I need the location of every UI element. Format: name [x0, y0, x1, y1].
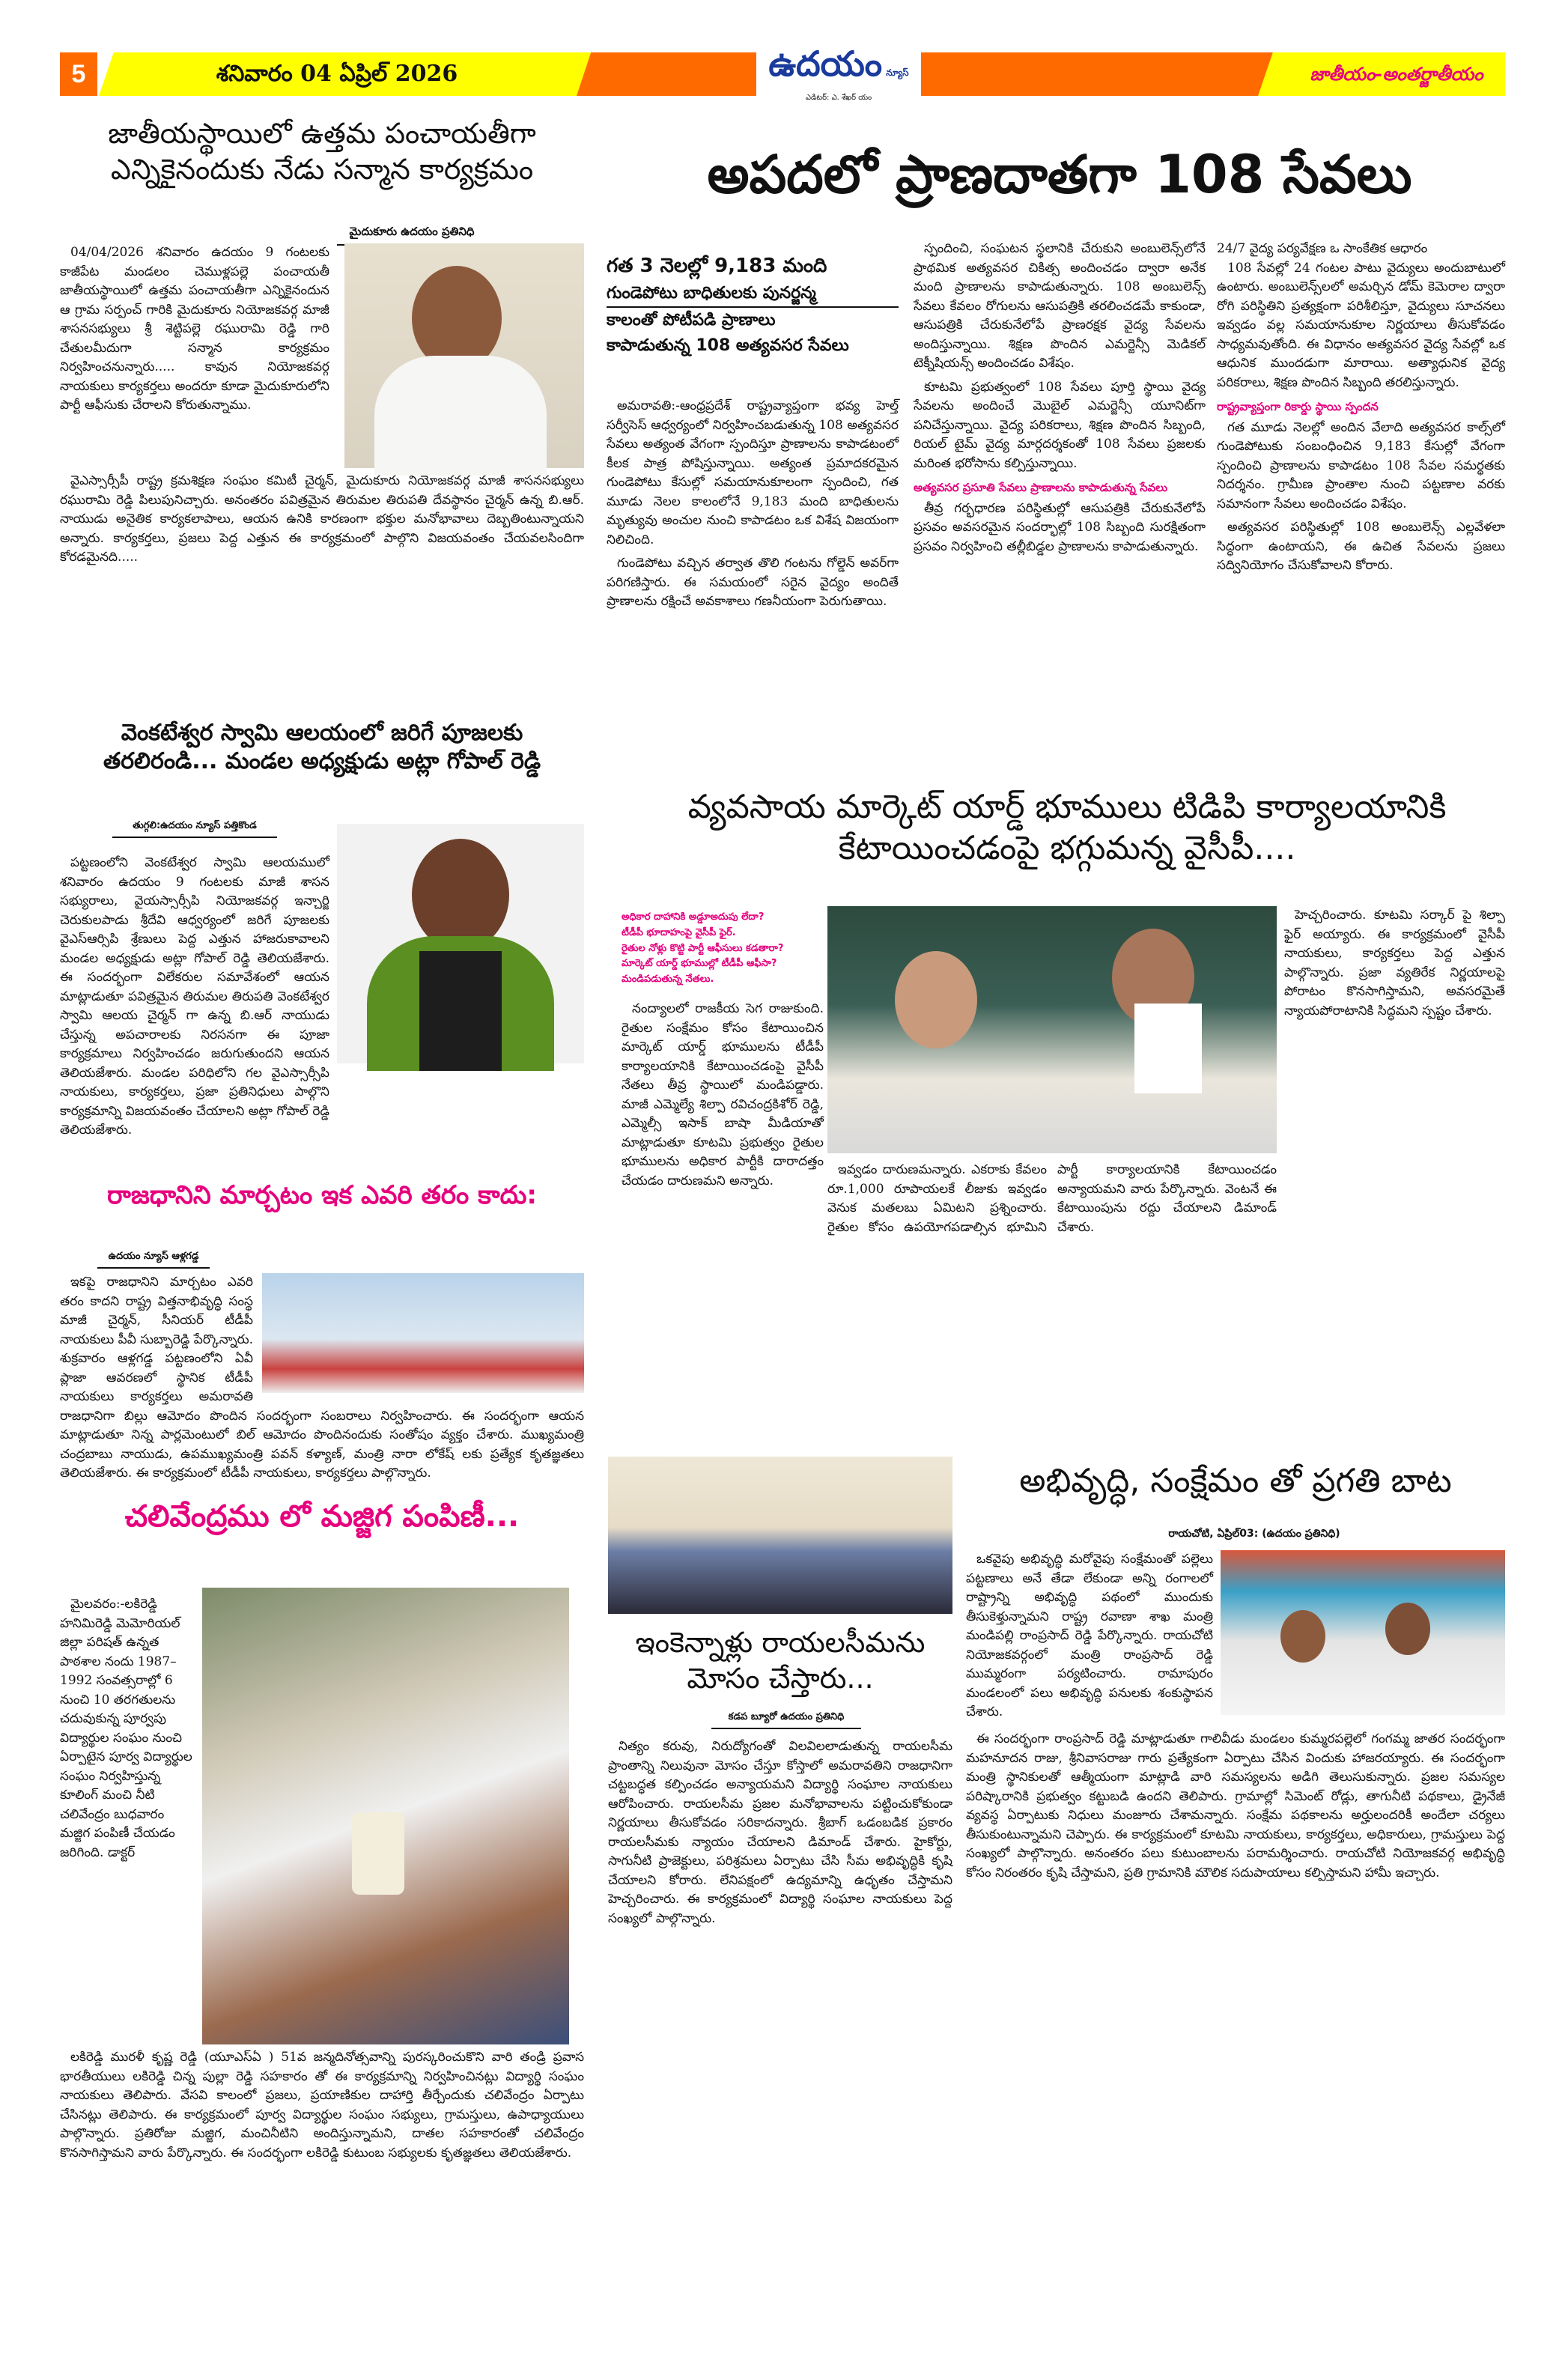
logo-text: ఉదయం [768, 43, 883, 84]
article5-col2 [827, 1161, 1277, 1427]
article7-body-b [966, 1730, 1505, 2359]
article3-headline: రాజధానిని మార్చటం ఇక ఎవరి తరం కాదు: [107, 1180, 537, 1210]
pink-line: టీడీపీ భూదాహంపై వైసీపీ ఫైర్. [622, 926, 736, 938]
article4-body-narrow [60, 1595, 195, 2022]
article4-paragraph: లకిరెడ్డి మురళీ కృష్ణ రెడ్డి (యూఎస్ఏ ) 51వ జన్మదినోత్సవాన్ని పురస్కరించుకొని వారి తండ్రి ప్రవాస భారతీయులు లకిరెడ్డి చిన్న పుల్లా రెడ్డి సహకారం తో ఈ కార్యక్రమాన్ని నిర్వహించినట్లు విద్యార్థి సంఘం నాయకులు తెలిపారు. వేసవి కాలంలో ప్రజలు, ప్రయాణికుల దాహార్తి తీర్చేందుకు చలివేంద్రం ఏర్పాటు చేసినట్లు తెలిపారు. ఈ కార్యక్రమంలో పూర్వ విద్యార్థుల సంఘం సభ్యులు, గ్రామస్తులు, ఉపాధ్యాయులు పాల్గొన్నారు. ప్రతిరోజు మజ్జిగ, మంచినీటిని అందిస్తున్నామని, దాతల సహకారంతో చలివేంద్రం కొనసాగిస్తామని వారు పేర్కొన్నారు. ఈ సందర్భంగా లకిరెడ్డి కుటుంబ సభ్యులకు కృతజ్ఞతలు తెలియజేశారు. [60, 2050, 584, 2161]
pink-line: మండిపడుతున్న నేతలు. [622, 974, 714, 986]
article1-byline: మైదుకూరు ఉదయం ప్రతినిధి [337, 225, 487, 246]
article6-paragraph: నిత్యం కరువు, నిరుద్యోగంతో విలవిలలాడుతున్న రాయలసీమ ప్రాంతాన్ని నిలువునా మోసం చేస్తూ కోస్తాలో అమరావతిని రాజధానిగా చట్టబద్ధత కల్పించడం అన్యాయమని విద్యార్థి సంఘాల నాయకులు ఆరోపించారు. రాయలసీమ ప్రజల మనోభావాలను పట్టించుకోకుండా నిర్ణయాలు తీసుకోవడం సరికాదన్నారు. శ్రీబాగ్ ఒడంబడిక ప్రకారం రాయలసీమకు న్యాయం చేయాలని డిమాండ్ చేశారు. హైకోర్టు, సాగునీటి ప్రాజెక్టులు, పరిశ్రమలు ఏర్పాటు చేసి సీమ అభివృద్ధికి కృషి చేయాలని కోరారు. లేనిపక్షంలో ఉద్యమాన్ని ఉధృతం చేస్తామని హెచ్చరించారు. ఈ కార్యక్రమంలో విద్యార్థి సంఘాల నాయకులు పెద్ద సంఖ్యలో పాల్గొన్నారు. [608, 1739, 952, 1926]
article7-paragraph: ఈ సందర్భంగా రాంప్రసాద్ రెడ్డి మాట్లాడుతూ గాలివీడు మండలం కుమ్మరపల్లెలో గంగమ్మ జాతర సందర్భంగా మహనూదన రాజు, శ్రీనివాసరాజు గారు ప్రత్యేకంగా ఏర్పాటు చేసిన విందుకు హాజరయ్యారు. ఈ సందర్భంగా మంత్రి స్థానికులతో ఆత్మీయంగా మాట్లాడి వారి సమస్యలను అడిగి తెలుసుకున్నారు. ప్రజల సమస్యల పరిష్కారానికి ప్రభుత్వం కట్టుబడి ఉందని తెలిపారు. గ్రామాల్లో సిమెంట్ రోడ్లు, తాగునీటి పథకాలు, డ్రైనేజీ వ్యవస్థ ఏర్పాటుకు నిధులు మంజూరు చేశామన్నారు. సంక్షేమ పథకాలను అర్హులందరికీ అందేలా చర్యలు తీసుకుంటున్నామని చెప్పారు. ఈ కార్యక్రమంలో కూటమి నాయకులు, కార్యకర్తలు, అధికారులు, గ్రామస్తులు పెద్ద సంఖ్యలో పాల్గొన్నారు. అనంతరం పలు కుటుంబాలను పరామర్శించారు. రాయచోటి నియోజకవర్గ అభివృద్ధి కోసం నిరంతరం కృషి చేస్తామని, ప్రతి గ్రామానికి మౌలిక సదుపాయాలు కల్పిస్తామని హామీ ఇచ్చారు. [966, 1731, 1505, 1880]
article108-col1 [607, 397, 899, 794]
article3-byline: ఉదయం న్యూస్ ఆళ్లగడ్డ [97, 1251, 210, 1269]
article5-paragraph: నంద్యాలలో రాజకీయ సెగ రాజుకుంది. రైతుల సంక్షేమం కోసం కేటాయించిన మార్కెట్ యార్డ్ భూములను టీడీపీ కార్యాలయానికి కేటాయించడంపై వైసీపీ నేతలు తీవ్ర స్థాయిలో మండిపడ్డారు. మాజీ ఎమ్మెల్యే శిల్పా రవిచంద్రకిశోర్ రెడ్డి, ఎమ్మెల్సీ ఇసాక్ బాషా మీడియాతో మాట్లాడుతూ కూటమి ప్రభుత్వం రైతుల భూములను అధికార పార్టీకి దారాదత్తం చేయడం దారుణమని అన్నారు. [622, 1001, 824, 1188]
article2-paragraph: పట్టణంలోని వెంకటేశ్వర స్వామి ఆలయములో శనివారం ఉదయం 9 గంటలకు మాజీ శాసన సభ్యురాలు, వైయస్సార్సీపి నియోజకవర్గ ఇన్చార్జి చెరుకులపాడు శ్రీదేవి ఆధ్వర్యంలో జరిగే పూజలకు వైఎస్ఆర్సిపి శ్రేణులు పెద్ద ఎత్తున హాజరుకావాలని మండల అధ్యక్షుడు అట్లా గోపాల్ రెడ్డి తెలియజేశారు. ఈ సందర్భంగా విలేకరుల సమావేశంలో ఆయన మాట్లాడుతూ పవిత్రమైన తిరుమల తిరుపతి వెంకటేశ్వర స్వామి ఆలయ చైర్మన్ గా ఉన్న బి.ఆర్ నాయుడు చేస్తున్న అపచారాలకు నిరసనగా ఈ పూజా కార్యక్రమాలు నిర్వహించడం జరుగుతుందని ఆయన తెలియజేశారు. మండల పరిధిలోని గల వైఎస్సార్సీపి నాయకులు, కార్యకర్తలు, ప్రజా ప్రతినిధులు పాల్గొని కార్యక్రమాన్ని విజయవంతం చేయాలని అట్లా గోపాల్ రెడ్డి తెలియజేశారు. [60, 855, 329, 1138]
article5-col3 [1284, 906, 1505, 1427]
article3-body [60, 1273, 584, 1481]
article4-body [60, 2048, 584, 2359]
article5-photo [827, 906, 1277, 1153]
article108-headline: అపదలో ప్రాణదాతగా 108 సేవలు [707, 144, 1412, 205]
article108-col2 [914, 240, 1206, 794]
article4-headline: చలివేంద్రము లో మజ్జిగ పంపిణీ... [124, 1499, 520, 1534]
article6-body [608, 1737, 952, 2359]
article2-photo [337, 824, 584, 1063]
article5-col1 [622, 1000, 824, 1427]
pink-line: మార్కెట్ యార్డ్ భూముల్లో టీడీపీ ఆఫీసా? [622, 958, 777, 970]
pink-line: అధికార దాహానికి అడ్డూఅదుపు లేదా? [622, 911, 765, 923]
logo-suffix: న్యూస్ [886, 67, 909, 78]
article5-paragraph: హెచ్చరించారు. కూటమి సర్కార్ పై శిల్పా ఫైర్ అయ్యారు. ఈ కార్యక్రమంలో వైసీపీ నాయకులు, కార్యకర్తలు పెద్ద ఎత్తున పాల్గొన్నారు. ప్రజా వ్యతిరేక నిర్ణయాలపై పోరాటం కొనసాగిస్తామని, అవసరమైతే న్యాయపోరాటానికి సిద్ధమని స్పష్టం చేశారు. [1284, 908, 1505, 1018]
subhead: కాలంతో పోటీపడి ప్రాణాలు [607, 311, 776, 330]
article7-headline: అభివృద్ధి, సంక్షేమం తో ప్రగతి బాట [1019, 1462, 1452, 1500]
subhead: గత 3 నెలల్లో 9,183 మంది [607, 255, 827, 277]
article7-paragraph: ఒకవైపు అభివృద్ధి మరోవైపు సంక్షేమంతో పల్లెలు పట్టణాలు అనే తేడా లేకుండా అన్ని రంగాలలో రాష్ట్రాన్ని అభివృద్ధి పథంలో ముందుకు తీసుకెళ్తున్నామని రాష్ట్ర రవాణా శాఖ మంత్రి మండిపల్లి రాంప్రసాద్ రెడ్డి పేర్కొన్నారు. రాయచోటి నియోజకవర్గంలో మంత్రి రాంప్రసాద్ రెడ్డి ముమ్మరంగా పర్యటించారు. రామాపురం మండలంలో పలు అభివృద్ధి పనులకు శంకుస్థాపన చేశారు. [966, 1552, 1213, 1719]
article6-photo [608, 1457, 952, 1614]
article1-body-a [60, 243, 329, 468]
subhead: కాపాడుతున్న 108 అత్యవసర సేవలు [607, 336, 849, 356]
article108-paragraph: కూటమి ప్రభుత్వంలో 108 సేవలు పూర్తి స్థాయి వైద్య సేవలను అందించే మొబైల్ ఎమర్జెన్సీ యూనిట్‌గా పనిచేస్తున్నాయి. వైద్య పరికరాలు, శిక్షణ పొందిన సిబ్బంది, రియల్ టైమ్ వైద్య మార్గదర్శకంతో 108 సేవలు ప్రజలకు మరింత భరోసాను కల్పిస్తున్నాయి. [914, 379, 1206, 471]
subhead: గుండెపోటు బాధితులకు పునర్జన్మ [607, 281, 899, 308]
article108-paragraph: తీవ్ర గర్భధారణ పరిస్థితుల్లో ఆసుపత్రికి చేరుకునేలోపే ప్రసవం అవసరమైన సందర్భాల్లో 108 సిబ్బంది సురక్షితంగా ప్రసవం నిర్వహించి తల్లీబిడ్డల ప్రాణాలను కాపాడుతున్నారు. [914, 500, 1206, 554]
article108-paragraph: గత మూడు నెలల్లో అందిన వేలాది అత్యవసర కాల్స్‌లో గుండెపోటుకు సంబంధించిన 9,183 కేసుల్లో వేగంగా స్పందించి ప్రాణాలను కాపాడటం 108 సేవల సమర్థతకు నిదర్శనం. గ్రామీణ ప్రాంతాల నుంచి పట్టణాల వరకు సమానంగా సేవలు అందించడం విశేషం. [1217, 419, 1505, 511]
article1-paragraph: వైఎస్సార్సీపీ రాష్ట్ర క్రమశిక్షణ సంఘం కమిటీ చైర్మన్, మైదుకూరు నియోజకవర్గ మాజీ శాసనసభ్యులు రఘురామి రెడ్డి పిలుపునిచ్చారు. అనంతరం పవిత్రమైన తిరుమల తిరుపతి దేవస్థానం చైర్మన్ ఉన్న బి.ఆర్. నాయుడు అనైతిక కార్యకలాపాలు, ఆయన ఉనికి కారణంగా భక్తుల మనోభావాలు దెబ్బతింటున్నాయని అన్నారు. కార్యకర్తలు, ప్రజలు పెద్ద ఎత్తున ఈ కార్యక్రమంలో పాల్గొని విజయవంతం చేయవలసిందిగా కోరడమైనది..... [60, 473, 584, 565]
article2-byline: తుగ్గలి:ఉదయం న్యూస్ పత్తికొండ [112, 820, 277, 838]
article108-col3 [1217, 240, 1505, 794]
section-label: జాతీయం-అంతర్జాతీయం [1310, 64, 1483, 85]
article7-body-a [966, 1550, 1213, 1730]
article7-byline: రాయచోటి, ఏప్రిల్03: (ఉదయం ప్రతినిధి) [1168, 1528, 1340, 1540]
masthead [60, 43, 1505, 102]
article108-subhead: 24/7 వైద్య పర్యవేక్షణ ఒ సాంకేతిక ఆధారం [1217, 241, 1428, 256]
article7-photo [1221, 1550, 1505, 1715]
article2-body [60, 854, 329, 1153]
article1-photo [344, 243, 584, 468]
article1-headline: జాతీయస్థాయిలో ఉత్తమ పంచాయతీగా ఎన్నికైనందుకు నేడు సన్మాన కార్యక్రమం [108, 117, 536, 186]
article2-headline: వెంకటేశ్వర స్వామి ఆలయంలో జరిగే పూజలకు తరలిరండి... మండల అధ్యక్షుడు అట్లా గోపాల్ రెడ్డి [103, 720, 541, 774]
article108-subhead: అత్యవసర ప్రసూతి సేవలు ప్రాణాలను కాపాడుతున్న సేవలు [914, 481, 1168, 494]
article5-paragraph: ఇవ్వడం దారుణమన్నారు. ఎకరాకు కేవలం రూ.1,000 రూపాయలకే లీజుకు ఇవ్వడం వెనుక మతలబు ఏమిటని ప్రశ్నించారు. రైతుల కోసం ఉపయోగపడాల్సిన భూమిని పార్టీ కార్యాలయానికి కేటాయించడం అన్యాయమని వారు పేర్కొన్నారు. వెంటనే ఈ కేటాయింపును రద్దు చేయాలని డిమాండ్ చేశారు. [827, 1162, 1277, 1235]
article4-photo [202, 1588, 569, 2044]
article6-headline [608, 1625, 952, 1696]
article108-paragraph: 108 సేవల్లో 24 గంటల పాటు వైద్యులు అందుబాటులో ఉంటారు. అంబులెన్స్‌లలో అమర్చిన డోమ్ కెమెరాల ద్వారా రోగి పరిస్థితిని ప్రత్యక్షంగా పరిశీలిస్తూ, వైద్యులు సూచనలు ఇవ్వడం వల్ల సమయానుకూల నిర్ణయాలు తీసుకోవడం సాధ్యమవుతోంది. ఈ విధానం అత్యవసర వైద్య సేవల్లో ఒక ఆధునిక ముందడుగా మారాయి. అత్యాధునిక వైద్య పరికరాలు, శిక్షణ పొందిన సిబ్బంది తరలిస్తున్నారు. [1217, 260, 1505, 390]
article3-paragraph: ఇకపై రాజధానిని మార్చటం ఎవరి తరం కాదని రాష్ట్ర విత్తనాభివృద్ధి సంస్థ మాజీ చైర్మన్, సీనియర్ టీడీపీ నాయకులు పీవీ సుబ్బారెడ్డి పేర్కొన్నారు. శుక్రవారం ఆళ్లగడ్డ పట్టణంలోని ఏవీ ప్లాజా ఆవరణలో స్థానిక టీడీపీ నాయకులు కార్యకర్తలు అమరావతి రాజధానిగా బిల్లు ఆమోదం పొందిన సందర్భంగా సంబరాలు నిర్వహించారు. ఈ సందర్భంగా ఆయన మాట్లాడుతూ నిన్న పార్లమెంటులో బిల్ ఆమోదం పొందినందుకు సంతోషం వ్యక్తం చేశారు. ముఖ్యమంత్రి చంద్రబాబు నాయుడు, ఉపముఖ్యమంత్రి పవన్ కళ్యాణ్, మంత్రి నారా లోకేష్ లకు ప్రత్యేక కృతజ్ఞతలు తెలియజేశారు. ఈ కార్యక్రమంలో టీడీపీ నాయకులు, కార్యకర్తలు పాల్గొన్నారు. [60, 1275, 584, 1481]
page-number: 5 [71, 60, 86, 88]
editor-credit: ఎడిటర్: ఎ. శేఖర్ యం [805, 94, 872, 102]
article108-paragraph: స్పందించి, సంఘటన స్థలానికి చేరుకుని అంబులెన్స్‌లోనే ప్రాథమిక అత్యవసర చికిత్స అందించడం ద్వారా అనేక మంది ప్రాణాలను కాపాడుతున్నారు. 108 అంబులెన్స్ సేవలు కేవలం రోగులను ఆసుపత్రికి తరలించడమే కాకుండా, ఆసుపత్రికి చేరుకునేలోపే ప్రాణరక్షక వైద్య సేవలను అందిస్తున్నాయి. శిక్షణ పొందిన ఎమర్జెన్సీ మెడికల్ టెక్నీషియన్స్ అందించడం విశేషం. [914, 241, 1206, 371]
article5-headline: వ్యవసాయ మార్కెట్ యార్డ్ భూములు టిడిపి కార్యాలయానికి కేటాయించడంపై భగ్గుమన్న వైసీపీ.... [687, 788, 1447, 867]
article3-photo [262, 1273, 584, 1393]
article108-paragraph: గుండెపోటు వచ్చిన తర్వాత తొలి గంటను గోల్డెన్ అవర్‌గా పరిగణిస్తారు. ఈ సమయంలో సరైన వైద్యం అందితే ప్రాణాలను రక్షించే అవకాశాలు గణనీయంగా పెరుగుతాయి. [607, 556, 899, 609]
article1-body-b [60, 472, 584, 719]
article108-subhead: రాష్ట్రవ్యాప్తంగా రికార్డు స్థాయి స్పందన [1217, 400, 1379, 413]
article108-paragraph: అత్యవసర పరిస్థితుల్లో 108 అంబులెన్స్ ఎల్లవేళలా సిద్ధంగా ఉంటాయని, ఈ ఉచిత సేవలను ప్రజలు సద్వినియోగం చేసుకోవాలని కోరారు. [1217, 520, 1505, 573]
headline-line: ఇంకెన్నాళ్లు రాయలసీమను [635, 1626, 926, 1659]
newspaper-logo[interactable] [760, 43, 917, 118]
issue-date: శనివారం 04 ఏప్రిల్ 2026 [216, 61, 458, 87]
headline-line: మోసం చేస్తారు... [687, 1661, 874, 1695]
article1-paragraph: 04/04/2026 శనివారం ఉదయం 9 గంటలకు కాజీపేట మండలం చెముళ్లపల్లె పంచాయతీ జాతీయస్థాయిలో ఉత్తమ పంచాయతీగా ఎన్నికైనందున ఆ గ్రామ సర్పంచ్ గారికి మైదుకూరు నియోజకవర్గ మాజీ శాసనసభ్యులు శ్రీ శెట్టిపల్లె రఘురామి రెడ్డి గారి చేతులమీదుగా సన్మాన కార్యక్రమం నిర్వహించనున్నారు..... కావున నియోజకవర్గ నాయకులు కార్యకర్తలు అందరూ కూడా మైదుకూరులోని పార్టీ ఆఫీసుకు చేరాలని కోరుతున్నాము. [60, 245, 329, 413]
article4-paragraph: మైలవరం:-లకిరెడ్డి హనిమిరెడ్డి మెమోరియల్ జిల్లా పరిషత్ ఉన్నత పాఠశాల నందు 1987–1992 సంవత్సరాల్లో 6 నుంచి 10 తరగతులను చదువుకున్న పూర్వపు విద్యార్థుల సంఘం నుంచి ఏర్పాటైన పూర్వ విద్యార్థుల సంఘం నిర్వహిస్తున్న కూలింగ్ మంచి నీటి చలివేంద్రం బుధవారం మజ్జిగ పంపిణీ చేయడం జరిగింది. డాక్టర్ [60, 1597, 192, 1860]
article108-paragraph: అమరావతి:-ఆంధ్రప్రదేశ్ రాష్ట్రవ్యాప్తంగా భవ్య హెల్త్ సర్వీసెస్ ఆధ్వర్యంలో నిర్వహించబడుతున్న 108 అత్యవసర సేవలు అత్యంత వేగంగా స్పందిస్తూ ప్రాణాలను కాపాడటంలో కీలక పాత్ర పోషిస్తున్నాయి. అత్యంత ప్రమాదకరమైన గుండెపోటు కేసుల్లో సమయానుకూలంగా స్పందించి, గత మూడు నెలల కాలంలోనే 9,183 మంది బాధితులను మృత్యువు అంచుల నుంచి కాపాడటం ఒక విశేష విజయంగా నిలిచింది. [607, 398, 899, 547]
article6-byline: కడప బ్యూరో ఉదయం ప్రతినిధి [711, 1711, 861, 1729]
article5-pink-lines [622, 910, 824, 988]
article108-subheads [607, 251, 899, 359]
pink-line: రైతుల నోళ్లు కొట్టి పార్టీ ఆఫీసులు కడతారా? [622, 942, 784, 954]
